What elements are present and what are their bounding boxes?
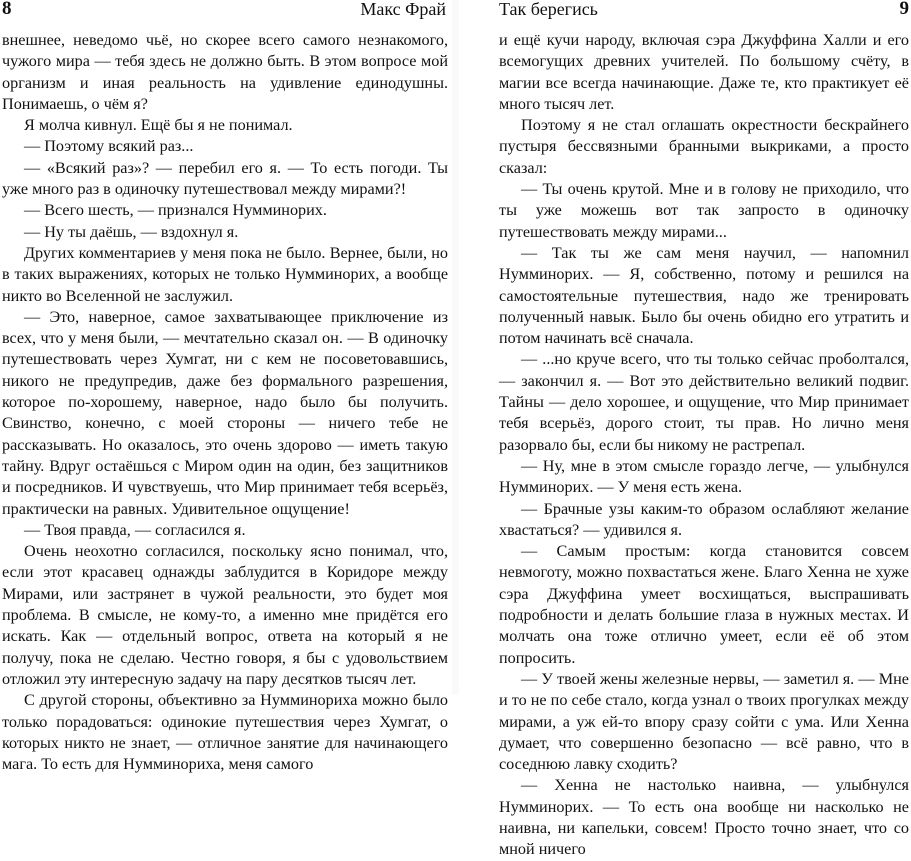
paragraph: Других комментариев у меня пока не было. Вернее, были, но в таких выражениях, которых не только Нумминорих, а вообще никто во Вселенной не заслужил. [2, 243, 448, 305]
right-page-text [459, 30, 911, 861]
left-page-text [0, 30, 452, 775]
paragraph: и ещё кучи народу, включая сэра Джуффина Халли и его всемогущих древних учителей. По большому счёту, в магии все всегда начинающие. Даже те, кто практикует её много тысяч лет. [499, 31, 909, 113]
paragraph: внешнее, неведомо чьё, но скорее всего самого незнакомого, чужого мира — тебя здесь не должно быть. В этом вопросе мой организм и иная реальность на удивление единодушны. Понимаешь, о чём я? [2, 31, 448, 113]
paragraph: — Брачные узы каким-то образом ослабляют желание хвастаться? — удивился я. [499, 499, 909, 539]
right-page-header [459, 0, 911, 30]
paragraph: Очень неохотно согласился, поскольку ясно понимал, что, если этот красавец однажды заблудится в Коридоре между Мирами, или застрянет в чужой реальности, это будет моя проблема. В смысле, не кому-то, а именно мне придётся его искать. Как — отдельный вопрос, ответа на который я не получу, пока не сделаю. Честно говоря, я бы с удовольствием отложил эту интересную задачу на пару десятков тысяч лет. [2, 542, 448, 688]
left-page [0, 0, 452, 774]
paragraph: — Поэтому всякий раз... [24, 137, 194, 156]
paragraph: — ...но круче всего, что ты только сейчас проболтался, — закончил я. — Вот это действительно великий подвиг. Тайны — дело хорошее, и ощущение, что Мир принимает тебя всерьёз, дорого стоит, ты прав. Но лично меня разорвало бы, если бы никому не растрепал. [499, 350, 909, 454]
right-page [459, 0, 911, 859]
paragraph: — Самым простым: когда становится совсем невмоготу, можно похвастаться жене. Благо Хенна не хуже сэра Джуффина умеет восхищаться, выспрашивать подробности и делать большие глаза в нужных местах. И молчать она тоже отлично умеет, если её об этом попросить. [499, 542, 909, 667]
right-page-number: 9 [899, 0, 909, 19]
paragraph: — Ну, мне в этом смысле гораздо легче, — улыбнулся Нумминорих. — У меня есть жена. [499, 456, 909, 497]
paragraph: — Это, наверное, самое захватывающее приключение из всех, что у меня были, — мечтательно сказал он. — В одиночку путешествовать через Хумгат, ни с кем не посоветовавшись, никого не предупредив, даже без формального разрешения, которое по-хорошему, наверное, надо было бы получить. Свинство, конечно, с моей стороны — ничего тебе не рассказывать. Но оказалось, это очень здорово — иметь такую тайну. Вдруг остаёшься с Миром один на один, без защитников и посредников. И чувствуешь, что Мир принимает тебя всерьёз, практически на равных. Удивительное ощущение! [2, 307, 448, 518]
paragraph: Поэтому я не стал оглашать окрестности бескрайнего пустыря бессвязными бранными выкриками, а просто сказал: [499, 116, 909, 177]
paragraph: — «Всякий раз»? — перебил его я. — То есть погоди. Ты уже много раз в одиночку путешествовал между мирами?! [2, 158, 448, 199]
paragraph: — Так ты же сам меня научил, — напомнил Нумминорих. — Я, собственно, потому и решился на самостоятельные путешествия, надо же тренировать полученный навык. Было бы очень обидно его утратить и потом начинать всё сначала. [499, 243, 909, 348]
left-page-number: 8 [2, 0, 12, 19]
paragraph: — У твоей жены железные нервы, — заметил я. — Мне и то не по себе стало, когда узнал о твоих прогулках между мирами, а уж ей-то впору сразу сойти с ума. Или Хенна думает, что совершенно безопасно — всё равно, что в соседнюю лавку сходить? [499, 669, 909, 774]
paragraph: — Хенна не настолько наивна, — улыбнулся Нумминорих. — То есть она вообще ни насколько не наивна, ни капельки, совсем! Просто точно знает, что со мной ничего [499, 776, 909, 859]
paragraph: — Ну ты даёшь, — вздохнул я. [24, 222, 239, 241]
paragraph: — Твоя правда, — согласился я. [24, 520, 246, 539]
left-page-header [0, 0, 452, 30]
paragraph: Я молча кивнул. Ещё бы я не понимал. [24, 116, 293, 135]
paragraph: С другой стороны, объективно за Нумминориха можно было только порадоваться: одинокие путешествия через Хумгат, о которых никто не знает, — отличное занятие для начинающего мага. То есть для Нумминориха, меня самого [2, 691, 448, 774]
left-running-head: Макс Фрай [360, 0, 446, 19]
right-running-head: Так берегись [499, 0, 598, 19]
book-gutter [452, 0, 459, 695]
paragraph: — Всего шесть, — признался Нумминорих. [24, 201, 327, 220]
paragraph: — Ты очень крутой. Мне и в голову не приходило, что ты уже можешь вот так запросто в одиночку путешествовать между мирами... [499, 180, 909, 241]
